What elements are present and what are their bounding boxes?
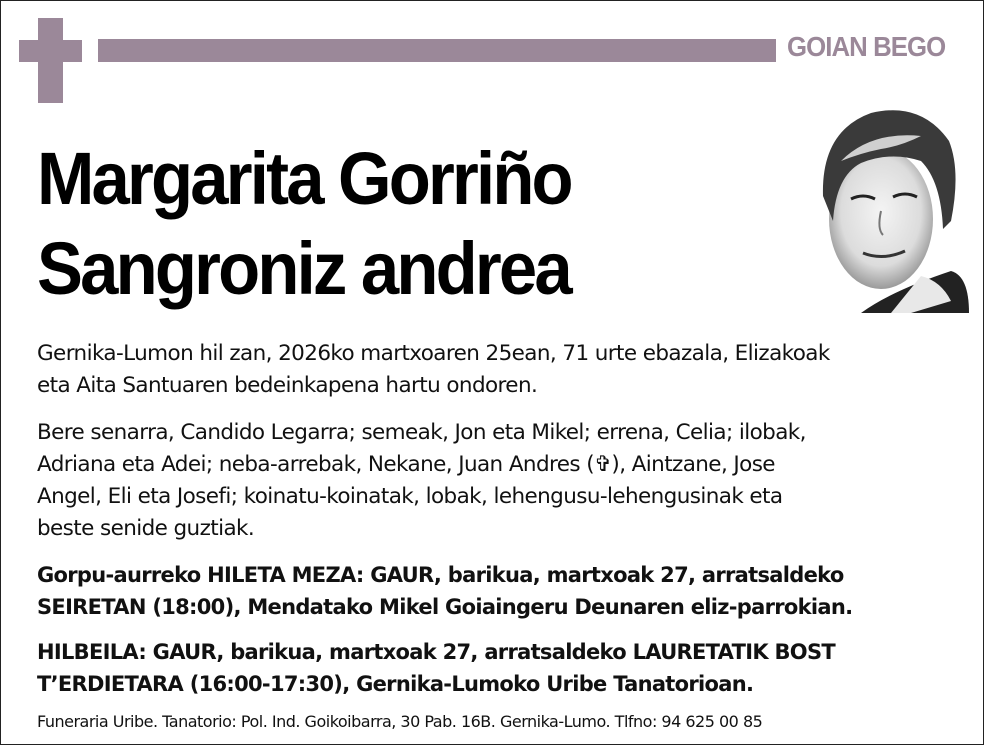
wake-info bbox=[37, 636, 967, 700]
portrait-photo bbox=[801, 101, 969, 313]
death-notice bbox=[37, 338, 967, 402]
wake-line: T’ERDIETARA (16:00-17:30), Gernika-Lumoko Uribe Tanatorioan. bbox=[37, 672, 754, 696]
funeral-home-footer: Funeraria Uribe. Tanatorio: Pol. Ind. Goikoibarra, 30 Pab. 16B. Gernika-Lumo. Tlfno: 94 625 00 85 bbox=[37, 712, 763, 731]
header-rule bbox=[98, 39, 776, 62]
section-label: GOIAN BEGO bbox=[787, 31, 946, 62]
name-line-1: Margarita Gorriño bbox=[37, 137, 571, 220]
family-line: beste senide guztiak. bbox=[37, 516, 255, 541]
funeral-mass-info bbox=[37, 559, 967, 623]
wake-line: HILBEILA: GAUR, barikua, martxoak 27, arratsaldeko LAURETATIK BOST bbox=[37, 640, 836, 664]
family-list bbox=[37, 417, 967, 545]
family-line: Angel, Eli eta Josefi; koinatu-koinatak, lobak, lehengusu-lehengusinak eta bbox=[37, 484, 783, 509]
funeral-mass-line: Gorpu-aurreko HILETA MEZA: GAUR, barikua, martxoak 27, arratsaldeko bbox=[37, 563, 844, 587]
name-line-2: Sangroniz andrea bbox=[37, 227, 570, 310]
funeral-mass-line: SEIRETAN (18:00), Mendatako Mikel Goiaingeru Deunaren eliz-parrokian. bbox=[37, 595, 853, 619]
death-notice-line: Gernika-Lumon hil zan, 2026ko martxoaren 25ean, 71 urte ebazala, Elizakoak bbox=[37, 341, 830, 366]
portrait-icon bbox=[801, 101, 969, 313]
family-line: Adriana eta Adei; neba-arrebak, Nekane, Juan Andres (✞), Aintzane, Jose bbox=[37, 452, 775, 477]
death-notice-line: eta Aita Santuaren bedeinkapena hartu ondoren. bbox=[37, 373, 538, 398]
latin-cross-icon-arm bbox=[19, 40, 82, 62]
deceased-name bbox=[37, 134, 571, 314]
family-line: Bere senarra, Candido Legarra; semeak, Jon eta Mikel; errena, Celia; ilobak, bbox=[37, 420, 806, 445]
